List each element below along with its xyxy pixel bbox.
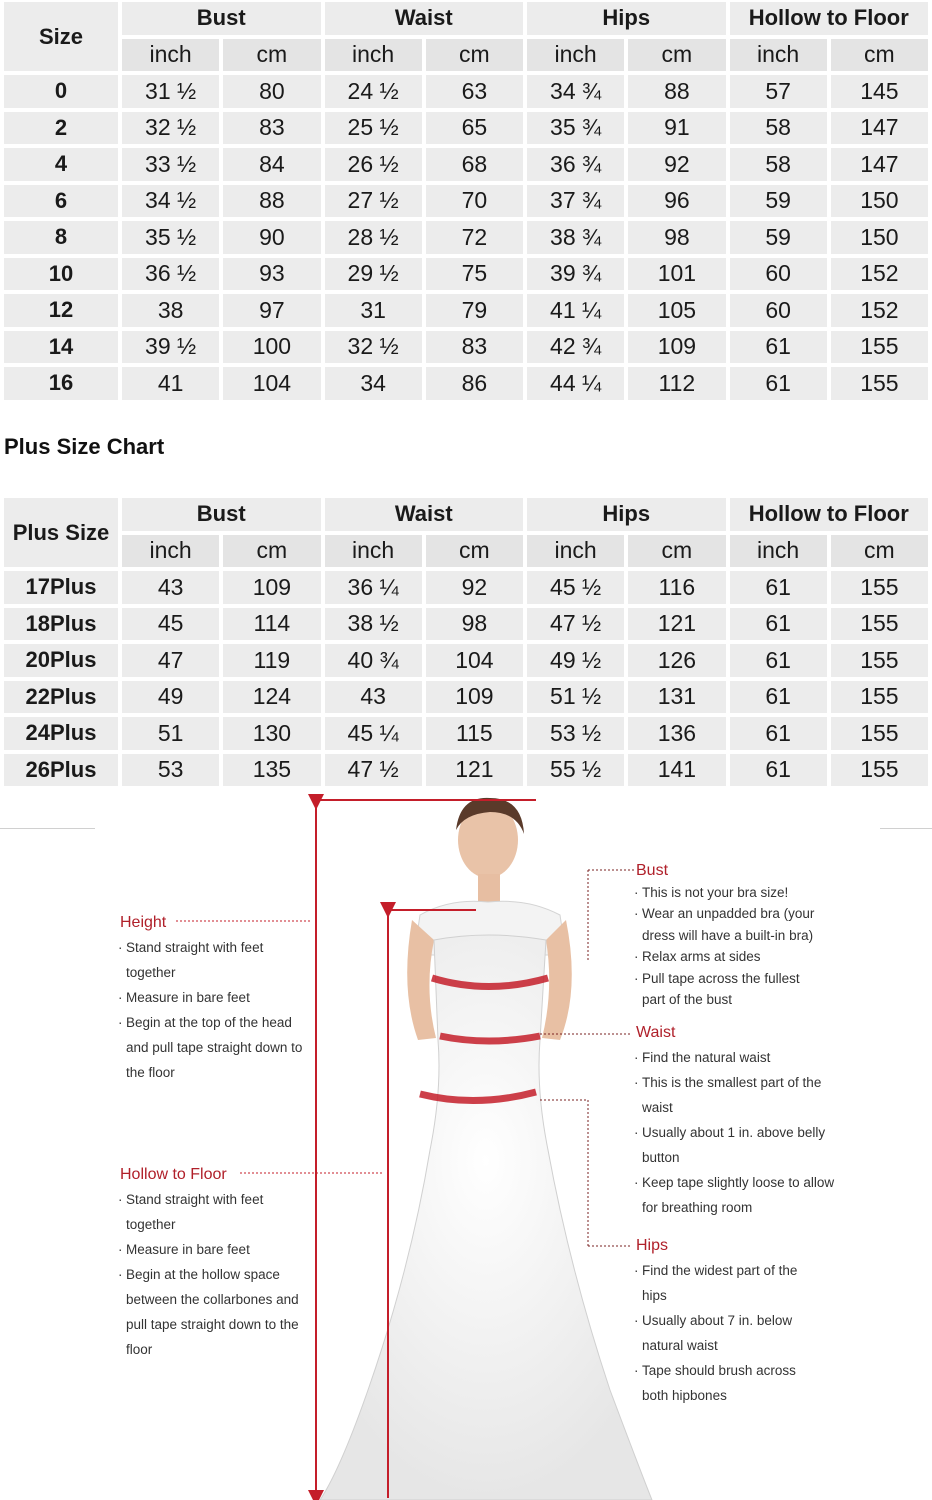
unit-header: inch xyxy=(325,535,422,568)
table-row xyxy=(4,258,928,291)
size-cell: 14 xyxy=(4,331,118,364)
instruction-item: · Begin at the top of the head and pull tape straight down to the floor xyxy=(120,1010,310,1085)
measurement-cell: 36 ½ xyxy=(122,258,219,291)
measurement-cell: 80 xyxy=(223,75,320,108)
measurement-cell: 35 ½ xyxy=(122,221,219,254)
measurement-cell: 28 ½ xyxy=(325,221,422,254)
instruction-item: · Stand straight with feet together xyxy=(120,935,310,985)
measurement-cell: 155 xyxy=(831,681,928,714)
measurement-cell: 136 xyxy=(628,717,725,750)
table-row xyxy=(4,754,928,787)
hips-title: Hips xyxy=(636,1237,669,1254)
measurement-cell: 135 xyxy=(223,754,320,787)
unit-header: cm xyxy=(426,535,523,568)
table-row xyxy=(4,571,928,604)
measurement-cell: 45 xyxy=(122,608,219,641)
measurement-cell: 114 xyxy=(223,608,320,641)
measurement-cell: 116 xyxy=(628,571,725,604)
unit-header: inch xyxy=(527,39,624,72)
measurement-cell: 40 ¾ xyxy=(325,644,422,677)
measurement-cell: 101 xyxy=(628,258,725,291)
measurement-cell: 32 ½ xyxy=(122,112,219,145)
waist-group-header: Waist xyxy=(325,498,524,531)
hips-group-header: Hips xyxy=(527,2,726,35)
measurement-cell: 112 xyxy=(628,367,725,400)
measurement-cell: 32 ½ xyxy=(325,331,422,364)
table-row xyxy=(4,608,928,641)
measurement-cell: 83 xyxy=(223,112,320,145)
measurement-cell: 61 xyxy=(730,331,827,364)
instruction-item: · Find the widest part of the hips xyxy=(636,1258,806,1308)
model-dress xyxy=(320,935,652,1500)
measurement-cell: 61 xyxy=(730,717,827,750)
measurement-cell: 83 xyxy=(426,331,523,364)
measurement-cell: 155 xyxy=(831,717,928,750)
table-row xyxy=(4,185,928,218)
measurement-cell: 53 xyxy=(122,754,219,787)
table-row xyxy=(4,112,928,145)
size-cell: 16 xyxy=(4,367,118,400)
plus-size-chart-title: Plus Size Chart xyxy=(4,434,165,459)
measurement-cell: 126 xyxy=(628,644,725,677)
hips-group-header: Hips xyxy=(527,498,726,531)
size-cell: 17Plus xyxy=(4,571,118,604)
measurement-cell: 25 ½ xyxy=(325,112,422,145)
unit-header: inch xyxy=(325,39,422,72)
measurement-cell: 97 xyxy=(223,294,320,327)
measurement-cell: 147 xyxy=(831,148,928,181)
measurement-cell: 35 ¾ xyxy=(527,112,624,145)
table-row xyxy=(4,75,928,108)
measurement-cell: 68 xyxy=(426,148,523,181)
measurement-cell: 121 xyxy=(628,608,725,641)
measurement-cell: 47 ½ xyxy=(527,608,624,641)
measurement-cell: 36 ¼ xyxy=(325,571,422,604)
table-row xyxy=(4,644,928,677)
size-cell: 12 xyxy=(4,294,118,327)
table-row xyxy=(4,294,928,327)
hollow-instructions xyxy=(120,1162,310,1362)
measurement-cell: 98 xyxy=(628,221,725,254)
measurement-cell: 91 xyxy=(628,112,725,145)
measurement-cell: 152 xyxy=(831,294,928,327)
measurement-cell: 49 ½ xyxy=(527,644,624,677)
measurement-cell: 39 ½ xyxy=(122,331,219,364)
unit-header: inch xyxy=(730,535,827,568)
instruction-item: · Wear an unpadded bra (your dress will have a built-in bra) xyxy=(636,903,826,946)
measurement-cell: 37 ¾ xyxy=(527,185,624,218)
instruction-item: · Tape should brush across both hipbones xyxy=(636,1358,806,1408)
measurement-cell: 38 ½ xyxy=(325,608,422,641)
measurement-cell: 39 ¾ xyxy=(527,258,624,291)
hollow-title: Hollow to Floor xyxy=(120,1166,227,1183)
measurement-cell: 45 ½ xyxy=(527,571,624,604)
measurement-cell: 152 xyxy=(831,258,928,291)
measurement-cell: 98 xyxy=(426,608,523,641)
measurement-cell: 61 xyxy=(730,754,827,787)
unit-header: cm xyxy=(831,39,928,72)
hollow-group-header: Hollow to Floor xyxy=(730,498,929,531)
size-cell: 22Plus xyxy=(4,681,118,714)
measurement-cell: 60 xyxy=(730,294,827,327)
instruction-item: · Keep tape slightly loose to allow for breathing room xyxy=(636,1170,836,1220)
hips-instructions xyxy=(636,1233,806,1408)
size-cell: 2 xyxy=(4,112,118,145)
table-row xyxy=(4,681,928,714)
unit-header: inch xyxy=(122,39,219,72)
measurement-cell: 92 xyxy=(628,148,725,181)
instruction-item: · Stand straight with feet together xyxy=(120,1187,310,1237)
table-row xyxy=(4,148,928,181)
measurement-cell: 72 xyxy=(426,221,523,254)
measurement-cell: 150 xyxy=(831,221,928,254)
size-cell: 24Plus xyxy=(4,717,118,750)
measurement-cell: 61 xyxy=(730,644,827,677)
size-cell: 4 xyxy=(4,148,118,181)
unit-header: cm xyxy=(831,535,928,568)
unit-header: inch xyxy=(527,535,624,568)
instruction-item: · Usually about 1 in. above belly button xyxy=(636,1120,836,1170)
measurement-cell: 130 xyxy=(223,717,320,750)
measurement-cell: 63 xyxy=(426,75,523,108)
plus-size-column-header: Plus Size xyxy=(4,498,118,567)
measurement-cell: 34 ¾ xyxy=(527,75,624,108)
measurement-cell: 145 xyxy=(831,75,928,108)
measurement-cell: 45 ¼ xyxy=(325,717,422,750)
measurement-cell: 147 xyxy=(831,112,928,145)
measurement-cell: 100 xyxy=(223,331,320,364)
measurement-cell: 29 ½ xyxy=(325,258,422,291)
size-cell: 6 xyxy=(4,185,118,218)
measurement-cell: 131 xyxy=(628,681,725,714)
measurement-cell: 121 xyxy=(426,754,523,787)
bust-group-header: Bust xyxy=(122,2,321,35)
measurement-cell: 119 xyxy=(223,644,320,677)
measurement-cell: 47 xyxy=(122,644,219,677)
measurement-cell: 24 ½ xyxy=(325,75,422,108)
measurement-guide xyxy=(0,790,932,1500)
measurement-cell: 96 xyxy=(628,185,725,218)
measurement-cell: 33 ½ xyxy=(122,148,219,181)
instruction-item: · This is the smallest part of the waist xyxy=(636,1070,836,1120)
size-cell: 20Plus xyxy=(4,644,118,677)
instruction-item: · Measure in bare feet xyxy=(120,1237,310,1262)
bust-title: Bust xyxy=(636,862,669,879)
measurement-cell: 59 xyxy=(730,221,827,254)
measurement-cell: 70 xyxy=(426,185,523,218)
measurement-cell: 31 ½ xyxy=(122,75,219,108)
measurement-cell: 26 ½ xyxy=(325,148,422,181)
measurement-cell: 109 xyxy=(628,331,725,364)
measurement-cell: 79 xyxy=(426,294,523,327)
measurement-cell: 43 xyxy=(122,571,219,604)
table-row xyxy=(4,367,928,400)
measurement-cell: 57 xyxy=(730,75,827,108)
size-chart-body xyxy=(4,75,928,400)
measurement-cell: 88 xyxy=(628,75,725,108)
measurement-cell: 47 ½ xyxy=(325,754,422,787)
unit-header: inch xyxy=(730,39,827,72)
unit-header: cm xyxy=(223,39,320,72)
measurement-cell: 92 xyxy=(426,571,523,604)
unit-header: cm xyxy=(223,535,320,568)
measurement-cell: 49 xyxy=(122,681,219,714)
instruction-item: · Find the natural waist xyxy=(636,1045,836,1070)
plus-size-chart-body xyxy=(4,571,928,786)
instruction-item: · Pull tape across the fullest part of the bust xyxy=(636,968,826,1011)
measurement-cell: 53 ½ xyxy=(527,717,624,750)
size-cell: 0 xyxy=(4,75,118,108)
measurement-cell: 155 xyxy=(831,754,928,787)
table-row xyxy=(4,717,928,750)
measurement-cell: 104 xyxy=(223,367,320,400)
measurement-cell: 59 xyxy=(730,185,827,218)
measurement-cell: 86 xyxy=(426,367,523,400)
measurement-cell: 115 xyxy=(426,717,523,750)
measurement-cell: 124 xyxy=(223,681,320,714)
measurement-cell: 150 xyxy=(831,185,928,218)
measurement-cell: 61 xyxy=(730,571,827,604)
unit-header: cm xyxy=(426,39,523,72)
table-row xyxy=(4,221,928,254)
instruction-item: · Measure in bare feet xyxy=(120,985,310,1010)
measurement-cell: 109 xyxy=(426,681,523,714)
measurement-cell: 38 xyxy=(122,294,219,327)
measurement-cell: 55 ½ xyxy=(527,754,624,787)
size-cell: 18Plus xyxy=(4,608,118,641)
measurement-cell: 65 xyxy=(426,112,523,145)
size-cell: 26Plus xyxy=(4,754,118,787)
unit-header: inch xyxy=(122,535,219,568)
measurement-cell: 155 xyxy=(831,331,928,364)
measurement-cell: 34 xyxy=(325,367,422,400)
measurement-cell: 27 ½ xyxy=(325,185,422,218)
measurement-cell: 61 xyxy=(730,367,827,400)
plus-size-chart-table xyxy=(0,494,932,790)
measurement-cell: 38 ¾ xyxy=(527,221,624,254)
waist-title: Waist xyxy=(636,1024,676,1041)
height-instructions xyxy=(120,910,310,1085)
measurement-cell: 155 xyxy=(831,367,928,400)
measurement-cell: 93 xyxy=(223,258,320,291)
instruction-item: · Begin at the hollow space between the collarbones and pull tape straight down to the floor xyxy=(120,1262,310,1362)
measurement-cell: 60 xyxy=(730,258,827,291)
measurement-cell: 58 xyxy=(730,112,827,145)
measurement-cell: 36 ¾ xyxy=(527,148,624,181)
measurement-cell: 42 ¾ xyxy=(527,331,624,364)
waist-group-header: Waist xyxy=(325,2,524,35)
measurement-cell: 61 xyxy=(730,608,827,641)
measurement-cell: 51 ½ xyxy=(527,681,624,714)
measurement-cell: 43 xyxy=(325,681,422,714)
bust-group-header: Bust xyxy=(122,498,321,531)
measurement-cell: 141 xyxy=(628,754,725,787)
measurement-cell: 155 xyxy=(831,644,928,677)
measurement-cell: 41 ¼ xyxy=(527,294,624,327)
measurement-cell: 104 xyxy=(426,644,523,677)
unit-header: cm xyxy=(628,39,725,72)
measurement-cell: 58 xyxy=(730,148,827,181)
measurement-cell: 75 xyxy=(426,258,523,291)
measurement-cell: 34 ½ xyxy=(122,185,219,218)
measurement-cell: 88 xyxy=(223,185,320,218)
measurement-cell: 44 ¼ xyxy=(527,367,624,400)
size-cell: 8 xyxy=(4,221,118,254)
instruction-item: · Relax arms at sides xyxy=(636,946,826,968)
bust-instructions xyxy=(636,860,826,1011)
size-column-header: Size xyxy=(4,2,118,71)
measurement-cell: 84 xyxy=(223,148,320,181)
model-neck xyxy=(478,874,500,904)
size-chart-table xyxy=(0,0,932,404)
measurement-cell: 41 xyxy=(122,367,219,400)
measurement-cell: 61 xyxy=(730,681,827,714)
measurement-cell: 51 xyxy=(122,717,219,750)
height-title: Height xyxy=(120,914,167,931)
size-cell: 10 xyxy=(4,258,118,291)
instruction-item: · This is not your bra size! xyxy=(636,882,826,904)
measurement-cell: 155 xyxy=(831,571,928,604)
measurement-cell: 31 xyxy=(325,294,422,327)
measurement-cell: 155 xyxy=(831,608,928,641)
table-row xyxy=(4,331,928,364)
hollow-group-header: Hollow to Floor xyxy=(730,2,929,35)
waist-instructions xyxy=(636,1020,836,1220)
unit-header: cm xyxy=(628,535,725,568)
measurement-cell: 105 xyxy=(628,294,725,327)
measurement-cell: 109 xyxy=(223,571,320,604)
instruction-item: · Usually about 7 in. below natural waist xyxy=(636,1308,806,1358)
measurement-cell: 90 xyxy=(223,221,320,254)
